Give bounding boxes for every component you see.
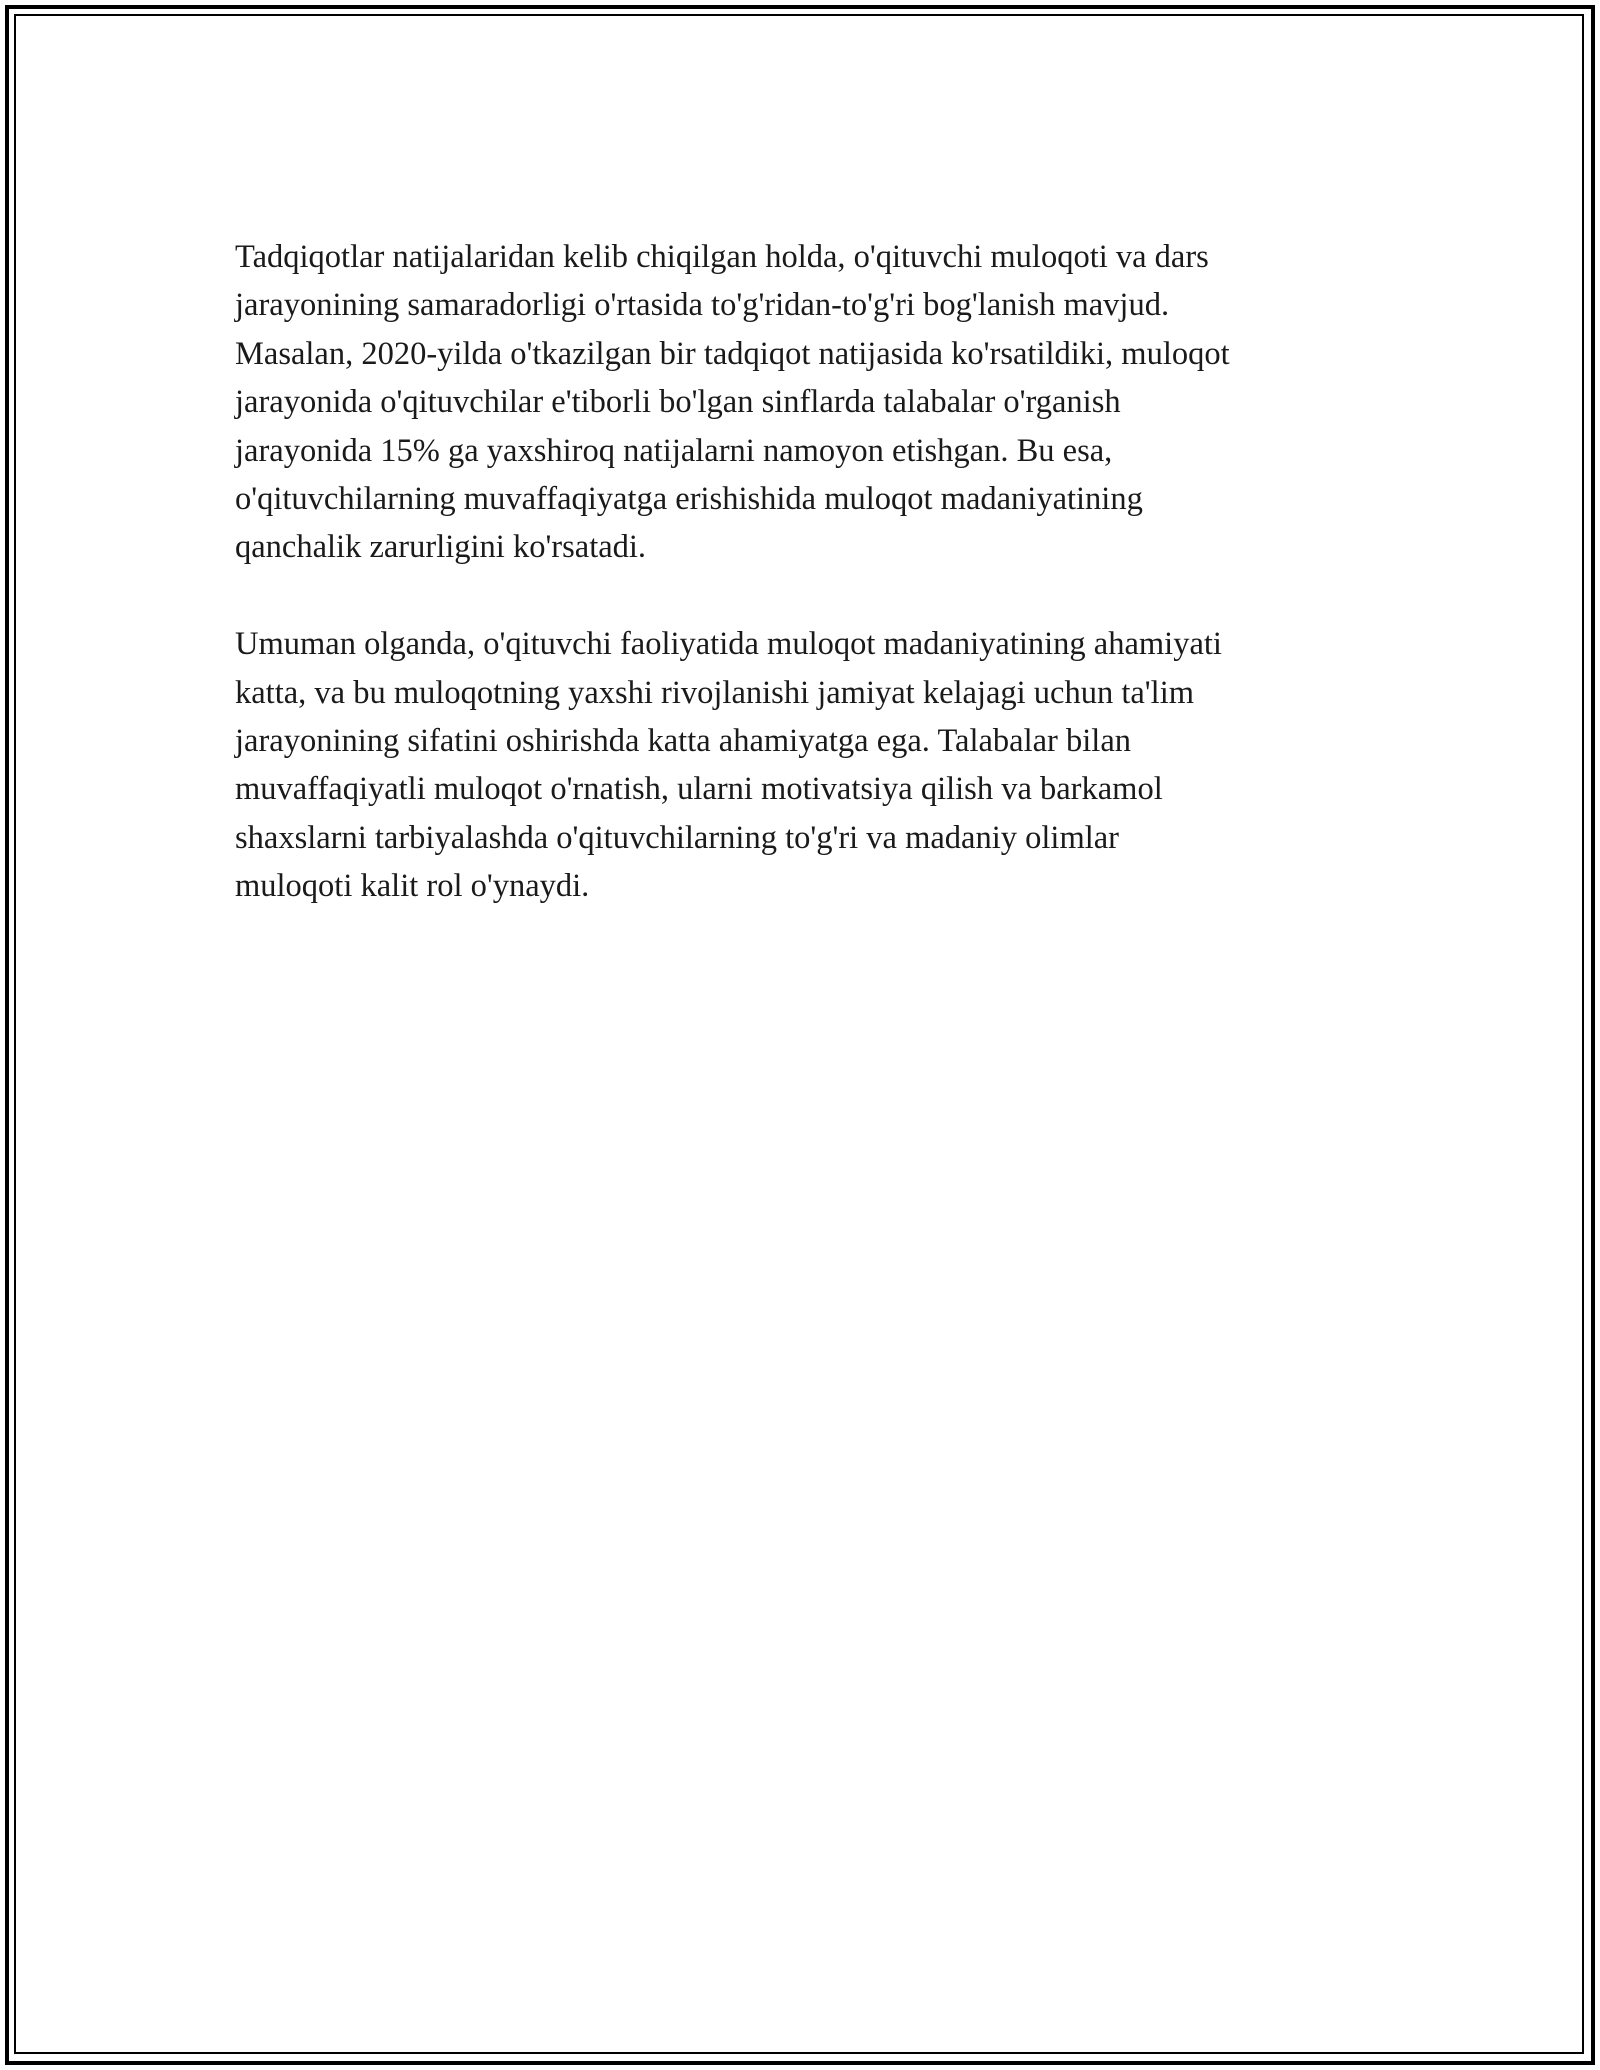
- paragraph-1: Tadqiqotlar natijalaridan kelib chiqilgan holda, o'qituvchi muloqoti va dars jarayonining samaradorligi o'rtasida to'g'ridan-to'g'ri bog'lanish mavjud. Masalan, 2020-yilda o'tkazilgan bir tadqiqot natijasida ko'rsatildiki, muloqot jarayonida o'qituvchilar e'tiborli bo'lgan sinflarda talabalar o'rganish jarayonida 15% ga yaxshiroq natijalarni namoyon etishgan. Bu esa, o'qituvchilarning muvaffaqiyatga erishishida muloqot madaniyatining qanchalik zarurligini ko'rsatadi.: [235, 239, 1230, 566]
- document-body: [235, 233, 1375, 959]
- paragraph-2: Umuman olganda, o'qituvchi faoliyatida muloqot madaniyatining ahamiyati katta, va bu muloqotning yaxshi rivojlanishi jamiyat kelajagi uchun ta'lim jarayonining sifatini oshirishda katta ahamiyatga ega. Talabalar bilan muvaffaqiyatli muloqot o'rnatish, ularni motivatsiya qilish va barkamol shaxslarni tarbiyalashda o'qituvchilarning to'g'ri va madaniy olimlar muloqoti kalit rol o'ynaydi.: [235, 626, 1222, 905]
